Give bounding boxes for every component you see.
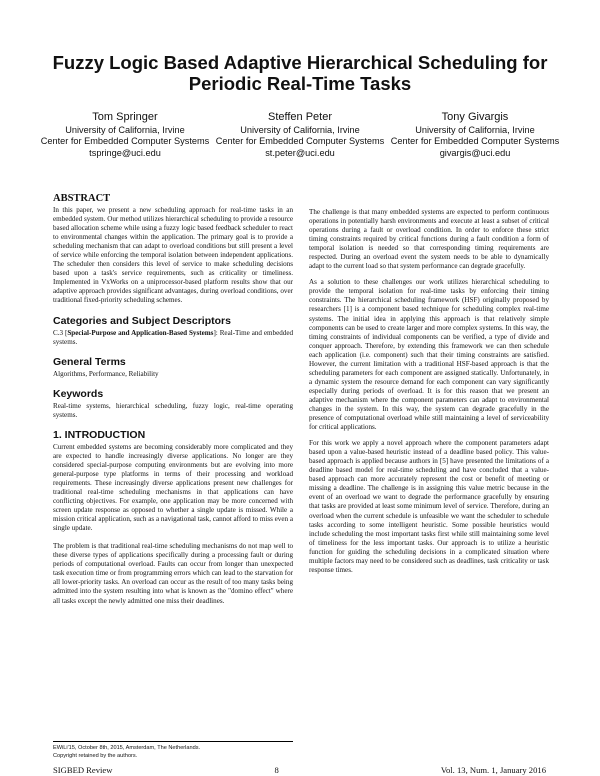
- author-email: tspringe@uci.edu: [89, 147, 161, 158]
- body-paragraph-2: As a solution to these challenges our work utilizes hierarchical scheduling to provide the temporal isolation for real-time tasks by enforcing their timing constraints. The hierarchical scheduling framework (HSF) originally proposed by researchers [1] is a component based technique for scheduling complex real-time systems. The initial idea in applying this approach is that relatively simple components can be used to create larger and more complex systems. In this way, the timing constraints of individual components can be verified, a type of divide and conquer approach. Therefore, by extending this framework we can then schedule each application (i.e. component) such that their timing constraints are satisfied. However, the current limitation with a traditional HSF-based approach is that the scheduling parameters for each component are assigned statically. Unfortunately, in a dynamic system the resource demand for each component can vary significantly especially during periods of overload. It is for this reason that we present an adaptive mechanism where the component parameters can adapt to environmental changes in the system. In this way, the system can degrade gracefully in the presence of computational overload while still maintaining a level of serviceability for critical applications.: [309, 278, 549, 432]
- categories-bold: Special-Purpose and Application-Based Systems: [67, 328, 214, 337]
- author-affiliation: University of California, Irvine: [65, 125, 185, 135]
- keywords-heading: Keywords: [53, 387, 104, 400]
- keywords-text: Real-time systems, hierarchical scheduling, fuzzy logic, real-time operating systems.: [53, 401, 293, 419]
- general-terms-heading: General Terms: [53, 355, 126, 368]
- introduction-paragraph-2: The problem is that traditional real-time scheduling mechanisms do not map well to these diverse types of applications specifically during a processing fault or during periods of computational overload. Faults can occur from longer than unexpected task execution time or from programming errors which can lead to the starvation for all lower-priority tasks. An overload can occur as the result of too many tasks being admitted into the system resulting into what is known as the "domino effect" where all tasks except the newly admitted one miss their deadlines.: [53, 542, 293, 605]
- author-affiliation: University of California, Irvine: [415, 125, 535, 135]
- categories-rest: ]: Real-Time and embedded systems.: [53, 328, 294, 346]
- footer-journal: SIGBED Review: [53, 765, 113, 775]
- copyright-notice: [53, 741, 293, 760]
- page-footer: [53, 766, 546, 775]
- author-1: [40, 110, 210, 159]
- author-department: Center for Embedded Computer Systems: [390, 136, 560, 147]
- author-department: Center for Embedded Computer Systems: [215, 136, 385, 147]
- categories-text: [53, 329, 293, 347]
- author-name: Tony Givargis: [441, 111, 509, 123]
- author-affiliation: University of California, Irvine: [240, 125, 360, 135]
- abstract-heading: ABSTRACT: [53, 193, 111, 204]
- author-block: [40, 110, 560, 159]
- general-terms-text: Algorithms, Performance, Reliability: [53, 369, 159, 378]
- copyright-statement: Copyright retained by the authors.: [53, 752, 138, 759]
- paper-title: Fuzzy Logic Based Adaptive Hierarchical Scheduling for Periodic Real-Time Tasks: [52, 52, 548, 94]
- author-name: Tom Springer: [92, 111, 158, 123]
- body-paragraph-3: For this work we apply a novel approach where the component parameters adapt based upon a value-based heuristic instead of a deadline based policy. This value-based approach is applied because authors in [5] have presented the limitations of a deadline based model for real-time scheduling and have concluded that a value-based approach can more accurately represent the cost or benefit of meeting or missing a deadline. The challenge is in assigning this value metric because in the event of an overload we want to degrade the performance gracefully by ensuring that tasks are provided at least some minimum level of service. Therefore, during an overload when the current schedule is unfeasible we want the scheduler to schedule tasks according to some intelligent heuristic. Some possible heuristics would include scheduling the most important tasks first while still maintaining some level of timeliness for the less important tasks. Our approach is to utilize a heuristic function for guiding the scheduling decisions in a complicated situation where multiple factors may need to be considered such as deadlines, task criticality or task response times.: [309, 439, 549, 574]
- author-email: st.peter@uci.edu: [265, 147, 335, 158]
- copyright-venue: EWiLi'15, October 8th, 2015, Amsterdam, The Netherlands.: [53, 745, 201, 751]
- footer-page-number: 8: [274, 765, 279, 775]
- introduction-heading: 1. INTRODUCTION: [53, 428, 146, 441]
- categories-heading: Categories and Subject Descriptors: [53, 314, 231, 327]
- body-paragraph-1: The challenge is that many embedded systems are expected to perform continuous operations in potentially harsh environments and execute at least a subset of critical operations during a fault or overload condition. In order to enforce these strict timing constraints required by critical functions during a fault condition a form of temporal isolation is needed so that corresponding timing requirements are respected. During an overload event the system needs to be able to dynamically adapt to the current load so that system performance can degrade gracefully.: [309, 208, 549, 271]
- author-3: [390, 110, 560, 159]
- right-column: [309, 208, 549, 582]
- author-2: [215, 110, 385, 159]
- author-email: givargis@uci.edu: [439, 147, 511, 158]
- abstract-text: In this paper, we present a new scheduling approach for real-time tasks in an embedded system. Our method utilizes hierarchical scheduling to provide a resource based allocation scheme while using a fuzzy logic based feedback scheduler to react to environmental changes within the application. The primary goal is to provide a scheduling mechanism that can adapt to overload conditions but still present a level of service while enforcing the temporal isolation between independent applications. The scheduler then considers this level of service to make scheduling decisions based upon a task's service requirements, such as criticality or timeliness. Implemented in VxWorks on a uniprocessor-based platform results show that our adaptive approach provides significant advantages, during overload conditions, over traditional fixed-priority scheduling schemes.: [53, 206, 293, 305]
- footer-volume: Vol. 13, Num. 1, January 2016: [440, 765, 546, 775]
- left-column: [53, 193, 293, 609]
- introduction-paragraph-1: Current embedded systems are becoming considerably more complicated and they are expected to handle increasingly diverse applications. No longer are they considered special-purpose computing environments but are evolving into more general-purpose type platforms in terms of their processing and workload requirements. These increasingly diverse applications present new challenges for traditional real-time scheduling mechanisms in that applications can have conflicting objectives. For example, one application may be more concerned with screen update response as opposed to whether a single update is missed. While a mission critical application, such as a navigational task, cannot afford to miss even a single update.: [53, 442, 293, 533]
- categories-code: C.3 [: [53, 328, 68, 337]
- author-name: Steffen Peter: [267, 111, 332, 123]
- author-department: Center for Embedded Computer Systems: [40, 136, 210, 147]
